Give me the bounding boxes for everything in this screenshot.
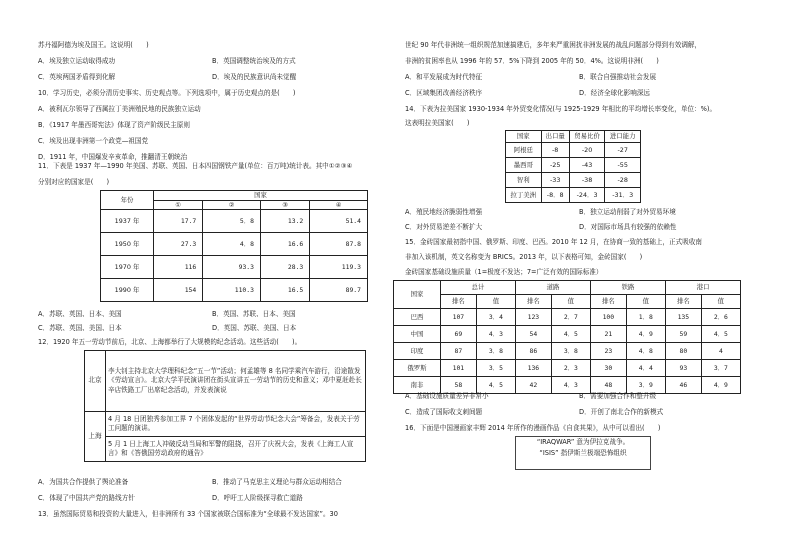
q15-cell: 4．5 bbox=[551, 326, 590, 343]
table-row bbox=[85, 351, 366, 412]
q15-cell: 3．8 bbox=[551, 343, 590, 360]
q15-subheader: 排名 bbox=[590, 295, 626, 309]
q10-option-d: D．1911 年，中国爆发辛亥革命，推翻清王朝统治 bbox=[38, 153, 188, 161]
q9-option-a: A．埃及独立运动取得成功 bbox=[38, 57, 116, 65]
q12-option-a: A．为国共合作提供了舆论准备 bbox=[38, 478, 129, 486]
q15-cell: 58 bbox=[441, 377, 477, 394]
q11-option-d: D．英国、苏联、美国、日本 bbox=[212, 324, 297, 332]
q13-option-c: C．区域集团改善经济秩序 bbox=[405, 89, 483, 97]
q15-cell: 135 bbox=[665, 309, 701, 326]
q15-cell: 4．5 bbox=[476, 377, 515, 394]
q13-stem-cont: 非洲的贫困率也从 1996 年的 57．5%下降到 2005 年的 50．4%。这说明非洲( ) bbox=[405, 57, 659, 65]
q15-cell: 80 bbox=[665, 343, 701, 360]
q11-cell: 116 bbox=[154, 256, 203, 279]
table-row bbox=[101, 233, 368, 256]
q15-cell: 4．4 bbox=[626, 360, 665, 377]
q14-stem-2: 这表明拉美国家( ) bbox=[405, 119, 470, 127]
q14-cell: -43 bbox=[569, 158, 605, 173]
q15-cell: 59 bbox=[665, 326, 701, 343]
q12-option-d: D．呼吁工人阶级探寻救亡道路 bbox=[212, 494, 303, 502]
q15-option-d: D．开创了南北合作的新模式 bbox=[579, 408, 664, 416]
table-row bbox=[101, 256, 368, 279]
q15-group-header: 总计 bbox=[441, 281, 516, 295]
q15-cell: 48 bbox=[590, 377, 626, 394]
table-row bbox=[394, 360, 741, 377]
q15-cell: 86 bbox=[515, 343, 551, 360]
q14-trade-table bbox=[505, 130, 641, 203]
q15-cell: 54 bbox=[515, 326, 551, 343]
q15-cell: 2．6 bbox=[701, 309, 740, 326]
q11-steel-table bbox=[100, 190, 368, 302]
q15-cell: 3．8 bbox=[476, 343, 515, 360]
q14-cell: -28 bbox=[605, 173, 641, 188]
q11-option-a: A．苏联、英国、日本、美国 bbox=[38, 310, 122, 318]
q13-option-b: B．联合自强推动社会发展 bbox=[579, 73, 657, 81]
q11-cell: 28.3 bbox=[260, 256, 309, 279]
q15-table-caption: 金砖国家基础设施质量（1=极度不发达；7=广泛有效的国际标准） bbox=[405, 268, 603, 276]
q15-cell: 42 bbox=[515, 377, 551, 394]
q11-cell: 27.3 bbox=[154, 233, 203, 256]
q11-year: 1970 年 bbox=[101, 256, 154, 279]
q15-cell: 100 bbox=[590, 309, 626, 326]
q11-cell: 4．8 bbox=[203, 233, 261, 256]
q15-cell: 4．9 bbox=[701, 377, 740, 394]
q16-caption-line: “IRAQWAR” 意为伊拉克战争。 bbox=[536, 438, 630, 446]
q16-cartoon-caption bbox=[515, 436, 651, 470]
q11-cell: 154 bbox=[154, 279, 203, 302]
q11-cell: 119.3 bbox=[310, 256, 368, 279]
q15-cell: 93 bbox=[665, 360, 701, 377]
q14-cell: -20 bbox=[569, 143, 605, 158]
q15-country: 中国 bbox=[394, 326, 441, 343]
q15-option-c: C．造成了国际收支刺间题 bbox=[405, 408, 483, 416]
q14-cell: -24．3 bbox=[569, 188, 605, 203]
q15-cell: 69 bbox=[441, 326, 477, 343]
q15-subheader: 值 bbox=[626, 295, 665, 309]
q15-header-country: 国家 bbox=[394, 281, 441, 309]
table-row bbox=[506, 143, 641, 158]
table-row bbox=[101, 210, 368, 233]
table-row bbox=[394, 343, 741, 360]
q11-year: 1990 年 bbox=[101, 279, 154, 302]
q15-cell: 107 bbox=[441, 309, 477, 326]
q15-cell: 1．8 bbox=[626, 309, 665, 326]
q10-stem: 10．学习历史，必须分清历史事实、历史观点等。下列选项中，属于历史观点的是( ) bbox=[38, 89, 296, 97]
q15-subheader: 排名 bbox=[665, 295, 701, 309]
q14-cell: -33 bbox=[541, 173, 569, 188]
q14-option-b: B．独立运动削弱了对外贸易环境 bbox=[579, 208, 676, 216]
q11-cell: 87.8 bbox=[310, 233, 368, 256]
q10-option-a: A．被利瓦尔领导了西属拉丁美洲殖民地的民族独立运动 bbox=[38, 105, 201, 113]
q11-cell: 5．8 bbox=[203, 210, 261, 233]
q15-infrastructure-table bbox=[393, 280, 741, 394]
q15-cell: 46 bbox=[665, 377, 701, 394]
q11-cell: 13.2 bbox=[260, 210, 309, 233]
q15-country: 南非 bbox=[394, 377, 441, 394]
q14-cell: -55 bbox=[605, 158, 641, 173]
q9-option-c: C．英埃两国矛盾得到化解 bbox=[38, 73, 116, 81]
table-row bbox=[506, 158, 641, 173]
q15-cell: 4 bbox=[701, 343, 740, 360]
q14-cell: 阿根廷 bbox=[506, 143, 542, 158]
q15-subheader: 值 bbox=[701, 295, 740, 309]
table-row bbox=[101, 279, 368, 302]
q15-cell: 4．8 bbox=[626, 343, 665, 360]
q13-stem-cont: 世纪 90 年代非洲统一组织规范加速搞建后，多年来严重困扰非洲发展的战乱问题部分得到有效调解， bbox=[405, 41, 702, 49]
q11-option-b: B．英国、苏联、日本、美国 bbox=[212, 310, 296, 318]
q11-col-label: ② bbox=[203, 201, 261, 210]
q15-cell: 4．3 bbox=[551, 377, 590, 394]
q12-option-c: C．体现了中国共产党的路线方针 bbox=[38, 494, 135, 502]
q14-header: 国家 bbox=[506, 131, 542, 143]
table-row bbox=[394, 309, 741, 326]
q11-year: 1950 年 bbox=[101, 233, 154, 256]
q11-col-label: ① bbox=[154, 201, 203, 210]
q12-option-b: B．推动了马克思主义理论与群众运动相结合 bbox=[212, 478, 342, 486]
q12-beijing-events: 李大钊主持北京大学理科纪念“五一节”活动；何孟雄等 8 名同学乘汽车游行，沿途散发《劳动宣言》。北京大学平民演讲团在街头宣讲五一劳动节的历史和意义；邓中夏赶赴长辛店铁路工厂出席纪念活动，并发表演说 bbox=[106, 351, 366, 412]
q16-caption-line: “ISIS” 指伊斯兰极端恐怖组织 bbox=[539, 449, 627, 458]
q12-shanghai-event-2: 5 月 1 日上海工人冲破反动当局和军警的阻挠，召开了庆祝大会，发表《上海工人宣言》和《答俄国劳动政府的通告》 bbox=[106, 437, 366, 462]
table-row bbox=[85, 437, 366, 462]
q15-cell: 2．7 bbox=[551, 309, 590, 326]
q15-cell: 4．5 bbox=[701, 326, 740, 343]
q14-cell: 智利 bbox=[506, 173, 542, 188]
q14-cell: -25 bbox=[541, 158, 569, 173]
q15-option-b: B．需要加强合作和整升级 bbox=[579, 392, 657, 400]
table-row bbox=[394, 326, 741, 343]
q11-cell: 93.3 bbox=[203, 256, 261, 279]
q15-subheader: 排名 bbox=[441, 295, 477, 309]
q11-cell: 89.7 bbox=[310, 279, 368, 302]
q15-cell: 101 bbox=[441, 360, 477, 377]
q15-subheader: 值 bbox=[476, 295, 515, 309]
q10-option-b: B．《1917 年墨西哥宪法》体现了资产阶级民主原则 bbox=[38, 121, 190, 129]
q15-cell: 123 bbox=[515, 309, 551, 326]
table-row bbox=[394, 377, 741, 394]
q11-cell: 16.5 bbox=[260, 279, 309, 302]
q15-cell: 23 bbox=[590, 343, 626, 360]
q14-header: 贸易比价 bbox=[569, 131, 605, 143]
q15-cell: 3．4 bbox=[476, 309, 515, 326]
q15-group-header: 道路 bbox=[515, 281, 590, 295]
q14-cell: -31．3 bbox=[605, 188, 641, 203]
q14-option-d: D．对国际市场具有较强的依赖性 bbox=[579, 223, 677, 231]
q16-stem: 16．下面是中国漫画家丰辉 2014 年所作的漫画作品《自食其果》，从中可以看出( ) bbox=[405, 424, 661, 432]
q9-option-d: D．埃及的民族意识尚未觉醒 bbox=[212, 73, 297, 81]
q14-cell: -27 bbox=[605, 143, 641, 158]
table-row bbox=[506, 173, 641, 188]
q14-stem: 14．下表为拉美国家 1930-1934 年外贸变化情况(与 1925-1929 年相比的平均增长率变化，单位：%)。 bbox=[405, 105, 717, 113]
q11-option-c: C．苏联、英国、美国、日本 bbox=[38, 324, 122, 332]
q12-city-shanghai: 上海 bbox=[85, 412, 106, 462]
q14-option-c: C．对外贸易逆差不断扩大 bbox=[405, 223, 483, 231]
q15-country: 俄罗斯 bbox=[394, 360, 441, 377]
q15-cell: 30 bbox=[590, 360, 626, 377]
q15-cell: 4．9 bbox=[626, 326, 665, 343]
q14-option-a: A．殖民地经济脆弱性增强 bbox=[405, 208, 483, 216]
q12-city-beijing: 北京 bbox=[85, 351, 106, 412]
q11-stem-2: 分别对应的国家是( ) bbox=[38, 178, 110, 186]
q11-cell: 17.7 bbox=[154, 210, 203, 233]
q15-country: 巴西 bbox=[394, 309, 441, 326]
q14-cell: -8．8 bbox=[541, 188, 569, 203]
q15-stem-2: 非加入该机制，英文名称变为 BRICS。2013 年，以下表格可知，金砖国家( ) bbox=[405, 253, 643, 261]
q12-events-table bbox=[84, 350, 366, 462]
q12-shanghai-event-1: 4 月 18 日团独秀参加工界 7 个团体发起的“世界劳动节纪念大会”筹备会，发表关于劳工问题的演讲。 bbox=[106, 412, 366, 437]
q11-header-year: 年份 bbox=[101, 191, 154, 210]
q15-cell: 87 bbox=[441, 343, 477, 360]
q14-cell: -8 bbox=[541, 143, 569, 158]
q12-stem: 12．1920 年五一劳动节前后，北京、上海都举行了大规模的纪念活动。这些活动( )。 bbox=[38, 338, 302, 346]
q11-cell: 51.4 bbox=[310, 210, 368, 233]
q15-subheader: 值 bbox=[551, 295, 590, 309]
q15-cell: 136 bbox=[515, 360, 551, 377]
q11-col-label: ③ bbox=[260, 201, 309, 210]
q13-stem: 13．虽然国际贸易和投资的大量进入，但非洲所有 33 个国家被联合国标准为“全球最不发达国家”。30 bbox=[38, 510, 338, 518]
q15-cell: 3．5 bbox=[476, 360, 515, 377]
q15-subheader: 排名 bbox=[515, 295, 551, 309]
q11-cell: 16.6 bbox=[260, 233, 309, 256]
q15-country: 印度 bbox=[394, 343, 441, 360]
q14-cell: -38 bbox=[569, 173, 605, 188]
q13-option-d: D．经济全球化影响深远 bbox=[579, 89, 651, 97]
q15-cell: 21 bbox=[590, 326, 626, 343]
table-row bbox=[506, 188, 641, 203]
q14-header: 出口量 bbox=[541, 131, 569, 143]
q9-stem-end: 苏丹福阿德为埃及国王。这说明( ) bbox=[38, 41, 149, 49]
q9-option-b: B．英国调整统治埃及的方式 bbox=[212, 57, 296, 65]
q14-cell: 墨西哥 bbox=[506, 158, 542, 173]
q11-cell: 110.3 bbox=[203, 279, 261, 302]
q14-cell: 拉丁美洲 bbox=[506, 188, 542, 203]
q14-header: 进口能力 bbox=[605, 131, 641, 143]
q10-option-c: C．埃及出现非洲第一个政党—祖国党 bbox=[38, 137, 149, 145]
q11-stem: 11．下表是 1937 年—1990 年美国、苏联、英国、日本四国钢铁产量(单位：百万吨)统计表。其中①②③④ bbox=[38, 162, 353, 170]
q15-option-a: A．基础设施质量差异非常小 bbox=[405, 392, 489, 400]
q15-cell: 3．9 bbox=[626, 377, 665, 394]
q15-cell: 3．7 bbox=[701, 360, 740, 377]
q15-cell: 4．3 bbox=[476, 326, 515, 343]
q15-group-header: 铁路 bbox=[590, 281, 665, 295]
q15-cell: 2．3 bbox=[551, 360, 590, 377]
q15-stem: 15．金砖国家最初指中国、俄罗斯、印度、巴西。2010 年 12 月，在协商一致的基础上，正式吸收南 bbox=[405, 238, 703, 246]
q13-option-a: A．和平发展成为时代特征 bbox=[405, 73, 483, 81]
table-row bbox=[85, 412, 366, 437]
q11-header-country: 国家 bbox=[154, 191, 368, 201]
q15-group-header: 港口 bbox=[665, 281, 740, 295]
q11-col-label: ④ bbox=[310, 201, 368, 210]
q11-year: 1937 年 bbox=[101, 210, 154, 233]
